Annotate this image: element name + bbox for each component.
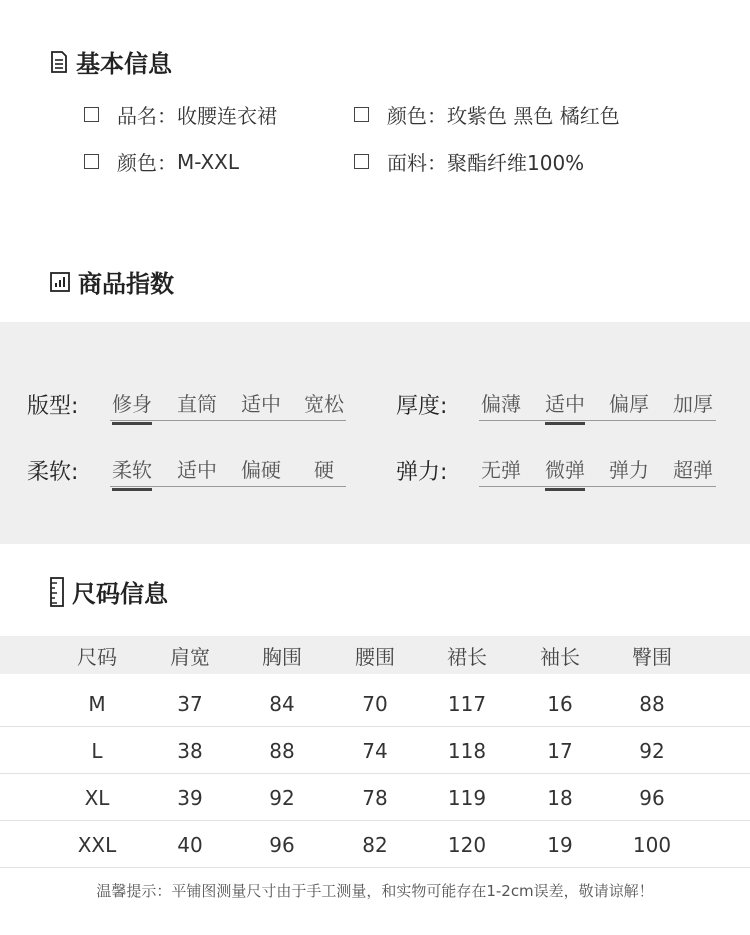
table-row xyxy=(0,823,750,868)
table-cell: 82 xyxy=(362,833,388,857)
info-label: 面料： xyxy=(387,151,447,175)
table-cell: 92 xyxy=(269,786,295,810)
product-index-title-text: 商品指数 xyxy=(78,270,174,298)
info-label: 颜色： xyxy=(117,151,177,175)
table-cell: 37 xyxy=(177,692,203,716)
table-cell: 40 xyxy=(177,833,203,857)
checkbox-icon xyxy=(354,107,369,122)
index-option: 硬 xyxy=(314,458,334,482)
info-value: 玫紫色 黑色 橘红色 xyxy=(447,104,620,128)
index-option: 适中 xyxy=(545,388,585,417)
index-label-elasticity: 弹力: xyxy=(396,460,448,485)
table-cell: 16 xyxy=(547,692,573,716)
info-item-fabric xyxy=(354,147,584,176)
table-header-cell: 胸围 xyxy=(262,644,302,669)
index-option: 直筒 xyxy=(177,392,217,416)
table-cell: 96 xyxy=(639,786,665,810)
bar-chart-icon xyxy=(50,272,70,292)
table-cell: 96 xyxy=(269,833,295,857)
index-option: 偏薄 xyxy=(481,392,521,416)
table-cell: XL xyxy=(84,786,110,810)
index-option: 柔软 xyxy=(112,454,152,483)
table-header-cell: 裙长 xyxy=(447,644,487,669)
checkbox-icon xyxy=(84,107,99,122)
table-row xyxy=(0,776,750,821)
table-cell: 18 xyxy=(547,786,573,810)
table-cell: 74 xyxy=(362,739,388,763)
table-cell: 92 xyxy=(639,739,665,763)
product-index-title xyxy=(50,264,174,299)
table-header-cell: 臀围 xyxy=(632,644,672,669)
product-index-panel xyxy=(0,322,750,544)
index-option: 无弹 xyxy=(481,458,521,482)
index-options-elasticity xyxy=(479,454,716,487)
index-options-thickness xyxy=(479,388,716,421)
table-cell: 88 xyxy=(639,692,665,716)
checkbox-icon xyxy=(84,154,99,169)
table-row xyxy=(0,729,750,774)
info-value: 收腰连衣裙 xyxy=(177,104,277,128)
table-row xyxy=(0,682,750,727)
index-option: 弹力 xyxy=(609,458,649,482)
table-cell: 120 xyxy=(447,833,487,857)
index-option: 修身 xyxy=(112,388,152,417)
index-label-fit: 版型: xyxy=(27,394,79,419)
ruler-icon xyxy=(50,577,64,607)
info-value: 聚酯纤维100% xyxy=(447,151,585,175)
measurement-note: 温馨提示：平铺图测量尺寸由于手工测量，和实物可能存在1-2cm误差，敬请谅解！ xyxy=(96,882,654,900)
info-item-color xyxy=(354,100,620,129)
size-info-title-text: 尺码信息 xyxy=(72,580,168,608)
index-label-thickness: 厚度: xyxy=(396,394,448,419)
table-header-cell: 腰围 xyxy=(355,644,395,669)
index-option: 超弹 xyxy=(673,458,713,482)
index-option: 偏厚 xyxy=(609,392,649,416)
info-label: 颜色： xyxy=(387,104,447,128)
index-options-fit xyxy=(110,388,346,421)
table-cell: 88 xyxy=(269,739,295,763)
table-cell: 39 xyxy=(177,786,203,810)
table-cell: 117 xyxy=(447,692,487,716)
index-option: 微弹 xyxy=(545,454,585,483)
index-option: 宽松 xyxy=(304,392,344,416)
index-label-softness: 柔软: xyxy=(27,460,79,485)
table-cell: L xyxy=(91,739,103,763)
table-cell: 78 xyxy=(362,786,388,810)
info-value: M-XXL xyxy=(177,149,240,174)
table-header-row xyxy=(0,636,750,674)
table-header-cell: 尺码 xyxy=(77,644,117,669)
index-options-softness xyxy=(110,454,346,487)
table-cell: 119 xyxy=(447,786,487,810)
table-cell: 17 xyxy=(547,739,573,763)
table-cell: 118 xyxy=(447,739,487,763)
table-cell: 70 xyxy=(362,692,388,716)
basic-info-title xyxy=(50,44,172,79)
index-option: 加厚 xyxy=(673,392,713,416)
basic-info-title-text: 基本信息 xyxy=(76,50,172,78)
index-option: 偏硬 xyxy=(241,458,281,482)
info-item-size-range xyxy=(84,147,239,176)
checkbox-icon xyxy=(354,154,369,169)
table-cell: XXL xyxy=(77,833,117,857)
table-header-cell: 肩宽 xyxy=(170,644,210,669)
table-cell: 19 xyxy=(547,833,573,857)
info-item-name xyxy=(84,100,277,129)
info-label: 品名： xyxy=(117,104,177,128)
table-cell: 38 xyxy=(177,739,203,763)
index-option: 适中 xyxy=(241,392,281,416)
document-icon xyxy=(50,51,68,73)
table-cell: 100 xyxy=(632,833,672,857)
index-option: 适中 xyxy=(177,458,217,482)
table-cell: 84 xyxy=(269,692,295,716)
table-header-cell: 袖长 xyxy=(540,644,580,669)
table-cell: M xyxy=(88,692,106,716)
size-info-title xyxy=(50,574,168,609)
